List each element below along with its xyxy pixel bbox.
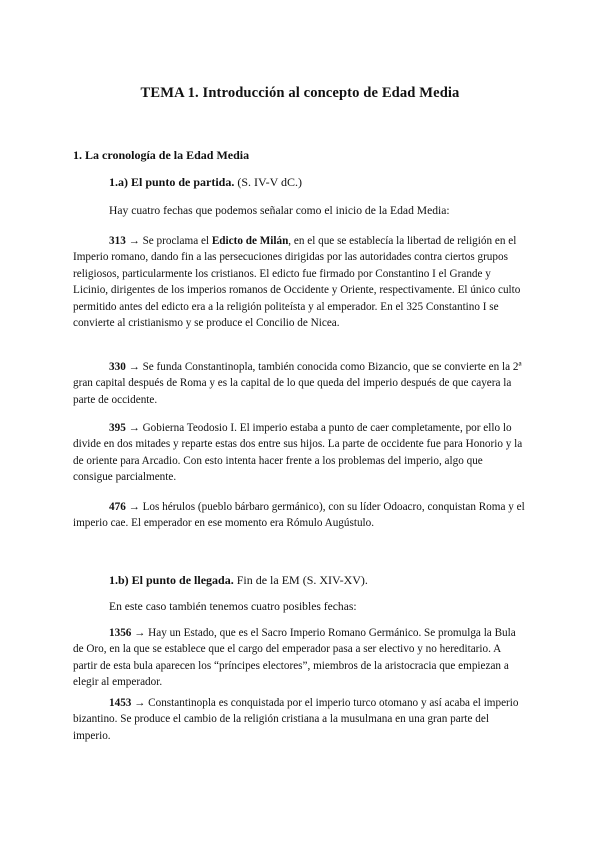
- subsection-b-heading: [109, 573, 368, 588]
- entry-text: → Constantinopla es conquistada por el imperio turco otomano y así acaba el imperio bizantino. Se produce el cambio de la religión cristiana a la musulmana en una gran parte del imperio.: [73, 697, 519, 742]
- entry-pre: Se proclama el: [142, 235, 210, 247]
- page-title: TEMA 1. Introducción al concepto de Edad Media: [140, 85, 460, 101]
- edict-name: Edicto de Milán: [211, 235, 289, 247]
- subsection-a-label: 1.a) El punto de partida.: [109, 175, 235, 189]
- entry-1453: [73, 695, 525, 744]
- entry-year: 395: [109, 422, 126, 434]
- entry-330: [73, 359, 525, 408]
- entry-year: 476: [109, 501, 126, 513]
- entry-313: [73, 233, 525, 331]
- subsection-a-range: (S. IV-V dC.): [237, 175, 303, 189]
- section-heading: 1. La cronología de la Edad Media: [73, 148, 250, 162]
- entry-text: → Gobierna Teodosio I. El imperio estaba a punto de caer completamente, por ello lo divide en dos mitades y reparte estas dos entre sus hijos. La parte de occidente fue para Honorio y la de oriente para Arcadio. Con esto intenta hacer frente a los problemas del imperio, algo que consigue parcialmente.: [73, 422, 523, 484]
- entry-year: 1453: [109, 697, 132, 709]
- entry-1356: [73, 625, 525, 691]
- entry-text: , en el que se establecía la libertad de religión en el Imperio romano, dando fin a las persecuciones dirigidas por las autoridades contra ciertos grupos religiosos, particularmente los cristianos. El edicto fue firmado por Constantino I el Grande y Licinio, dirigentes de los imperios romanos de Occidente y Oriente, respectivamente. El único culto permitido antes del edicto era a la religión politeísta y al emperador. En el 325 Constantino I se convierte al cristianismo y se produce el Concilio de Nicea.: [73, 235, 521, 330]
- subsection-b-range: Fin de la EM (S. XIV-XV).: [236, 573, 368, 587]
- subsection-a-heading: [109, 175, 302, 190]
- entry-year: 313 →: [109, 235, 140, 247]
- subsection-a-intro: Hay cuatro fechas que podemos señalar como el inicio de la Edad Media:: [109, 204, 450, 217]
- entry-text: → Los hérulos (pueblo bárbaro germánico), con su líder Odoacro, conquistan Roma y el imperio cae. El emperador en ese momento era Rómulo Augústulo.: [73, 501, 525, 530]
- entry-395: [73, 420, 525, 486]
- entry-year: 330: [109, 361, 126, 373]
- subsection-b-intro: En este caso también tenemos cuatro posibles fechas:: [109, 600, 357, 613]
- subsection-b-label: 1.b) El punto de llegada.: [109, 573, 234, 587]
- entry-text: → Se funda Constantinopla, también conocida como Bizancio, que se convierte en la 2ª gran capital después de Roma y es la capital de lo que queda del imperio después de que cayera la parte de occidente.: [73, 361, 522, 406]
- entry-476: [73, 499, 525, 532]
- entry-text: → Hay un Estado, que es el Sacro Imperio Romano Germánico. Se promulga la Bula de Oro, en la que se establece que el cargo del emperador pasa a ser electivo y no hereditario. A partir de esta bula aparecen los “príncipes electores”, miembros de la aristocracia que empiezan a elegir al emperador.: [73, 627, 516, 689]
- entry-year: 1356: [109, 627, 132, 639]
